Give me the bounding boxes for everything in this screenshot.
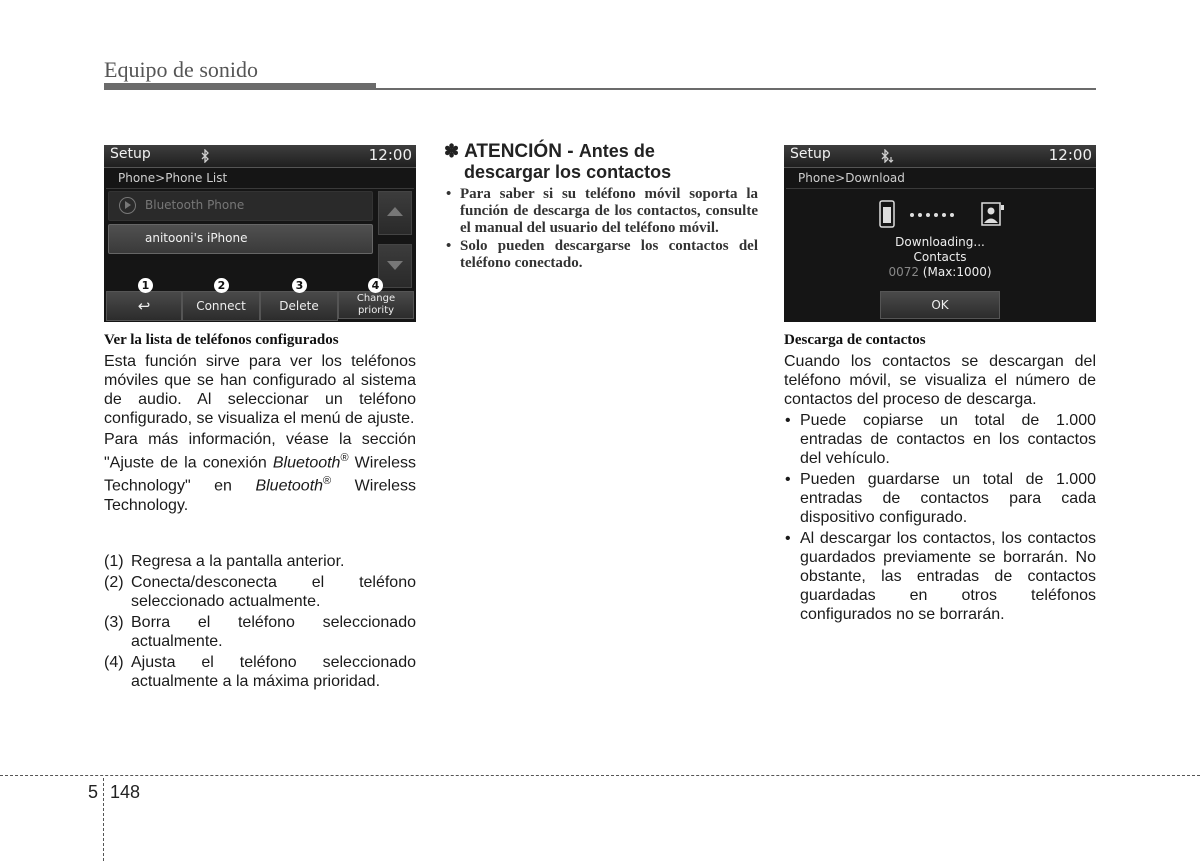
progress-dots-icon	[910, 213, 954, 217]
marker-3: 3	[292, 278, 307, 293]
page-number: 148	[110, 782, 141, 802]
bluetooth-download-icon	[880, 149, 894, 163]
screen-breadcrumb: Phone>Phone List	[118, 171, 228, 185]
screen-breadcrumb: Phone>Download	[798, 171, 905, 185]
screen-title: Setup	[110, 146, 151, 162]
list-item: • Puede copiarse un total de 1.000 entradas de contactos en los contactos del vehículo.	[785, 412, 1096, 467]
list-item-selected-phone[interactable]	[108, 224, 373, 254]
attention-subtitle: descargar los contactos	[464, 162, 672, 182]
list-item: • Al descargar los contactos, los contactos guardados previamente se borrarán. No obstante, las entradas de contactos guardadas en otros teléfonos configurados no se borrarán.	[785, 530, 1096, 623]
download-transfer-graphic	[878, 199, 1006, 229]
change-priority-label-1: Change	[356, 293, 396, 304]
ok-button[interactable]: OK	[880, 291, 1000, 319]
attention-icon: ✽	[444, 141, 460, 161]
attention-title: ✽ ATENCIÓN - Antes de	[444, 141, 655, 162]
delete-button[interactable]: Delete	[260, 291, 338, 321]
list-item: (4) Ajusta el teléfono seleccionado actualmente a la máxima prioridad.	[104, 654, 416, 690]
screen-clock: 12:00	[1048, 146, 1092, 164]
list-item: • Solo pueden descargarse los contactos del teléfono conectado.	[446, 238, 758, 271]
function-list	[104, 552, 416, 693]
footer-rule	[0, 775, 1200, 776]
list-item-label: anitooni's iPhone	[145, 231, 248, 245]
list-item: • Para saber si su teléfono móvil soporta la función de descarga de los contactos, consulte el manual del usuario del teléfono móvil.	[446, 186, 758, 236]
change-priority-label-2: priority	[357, 305, 395, 316]
phone-list-screenshot	[104, 145, 416, 322]
download-status-2: Contacts	[913, 250, 967, 264]
arrow-down-icon	[387, 261, 403, 270]
list-item: (2) Conecta/desconecta el teléfono seleccionado actualmente.	[104, 574, 416, 610]
change-priority-button[interactable]	[338, 291, 414, 319]
right-paragraph-1: Cuando los contactos se descargan del teléfono móvil, se visualiza el número de contactos del proceso de descarga.	[784, 353, 1096, 408]
header-rule-thin	[376, 88, 1096, 90]
left-body	[104, 352, 416, 517]
bluetooth-icon	[200, 149, 210, 163]
left-paragraph-2: Para más información, véase la sección "Ajuste de la conexión Bluetooth® Wireless Technology" en Bluetooth® Wireless Technology.	[104, 431, 416, 514]
download-count	[784, 265, 1096, 279]
marker-1: 1	[138, 278, 153, 293]
left-caption: Ver la lista de teléfonos configurados	[104, 332, 339, 348]
list-item: • Pueden guardarse un total de 1.000 entradas de contactos para cada dispositivo configurado.	[785, 471, 1096, 526]
page-header-title: Equipo de sonido	[104, 57, 258, 82]
screen-clock: 12:00	[368, 146, 412, 164]
back-icon: ↩	[137, 297, 151, 315]
list-item-bluetooth-phone[interactable]	[108, 191, 373, 221]
screen-title: Setup	[790, 146, 831, 162]
download-count-value: 0072	[888, 265, 919, 279]
right-bullet-list	[784, 411, 1096, 624]
right-caption: Descarga de contactos	[784, 332, 926, 348]
right-body	[784, 352, 1096, 626]
scroll-down-button[interactable]	[378, 244, 412, 288]
attention-list	[444, 186, 758, 272]
list-item: (3) Borra el teléfono seleccionado actualmente.	[104, 614, 416, 650]
phone-icon	[880, 201, 894, 227]
marker-2: 2	[214, 278, 229, 293]
breadcrumb-divider	[106, 188, 414, 189]
back-button[interactable]	[106, 291, 182, 321]
download-screenshot	[784, 145, 1096, 322]
download-count-max: (Max:1000)	[918, 265, 992, 279]
chapter-number: 5	[88, 782, 99, 802]
breadcrumb-divider	[786, 188, 1094, 189]
arrow-up-icon	[387, 207, 403, 216]
header-rule-thick	[104, 83, 376, 90]
download-status-1: Downloading...	[895, 235, 985, 249]
screen-topbar	[104, 145, 416, 168]
footer-divider	[103, 778, 104, 861]
marker-4: 4	[368, 278, 383, 293]
scroll-up-button[interactable]	[378, 191, 412, 235]
attention-box	[444, 141, 758, 273]
left-paragraph-1: Esta función sirve para ver los teléfonos móviles que se han configurado al sistema de audio. Al seleccionar un teléfono configurado, se visualiza el menú de ajuste.	[104, 353, 416, 427]
list-item-label: Bluetooth Phone	[145, 198, 245, 212]
play-icon	[119, 197, 136, 214]
contact-card-icon	[982, 203, 1004, 225]
list-item: (1) Regresa a la pantalla anterior.	[104, 553, 345, 570]
screen-topbar	[784, 145, 1096, 168]
connect-button[interactable]: Connect	[182, 291, 260, 321]
